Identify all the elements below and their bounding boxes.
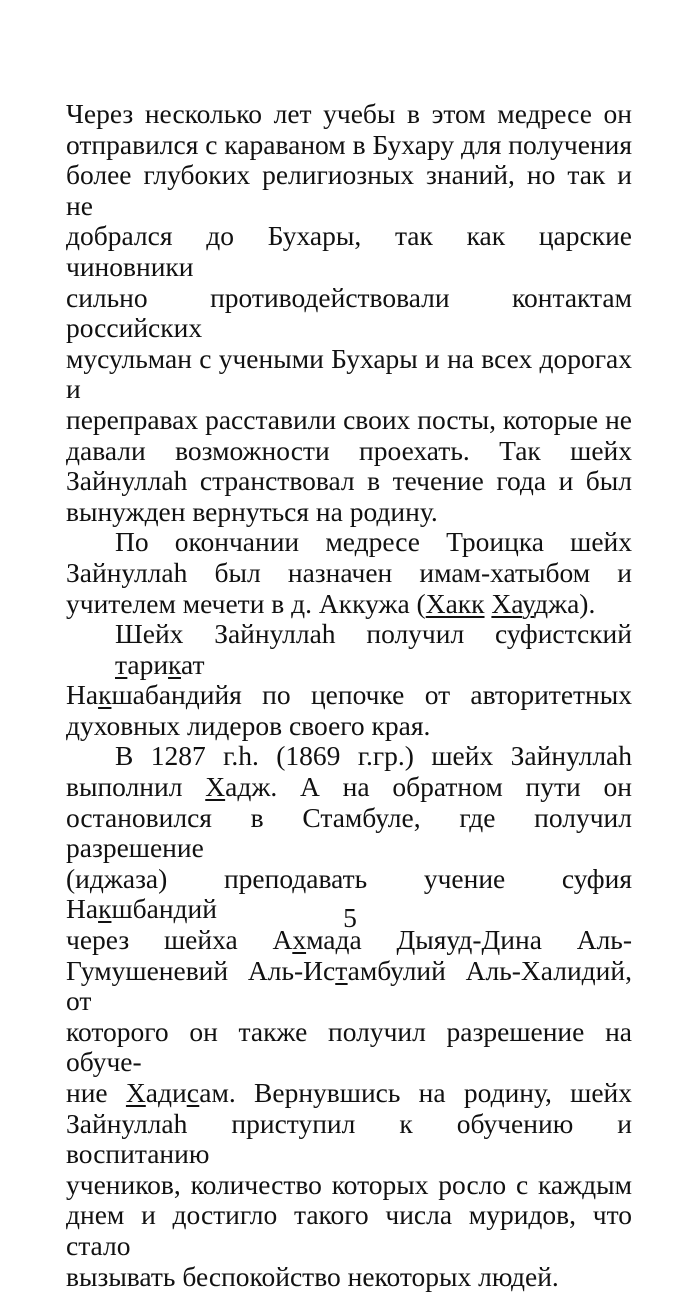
paragraph-1 <box>66 99 632 527</box>
text-line: В 1287 г.h. (1869 г.гр.) шейх Зайнуллаh <box>115 740 632 772</box>
paragraph-3 <box>66 619 632 741</box>
text-segment: адж. А на обратном пути он <box>225 771 632 803</box>
text-line <box>66 772 632 803</box>
text-segment: Гумушеневий Аль-Ис <box>66 954 336 986</box>
text-line: Через несколько лет учебы в этом медресе он <box>66 98 632 129</box>
text-segment: шбандий <box>111 893 217 925</box>
page-body <box>66 98 633 1292</box>
text-line: более глубоких религиозных знаний, но так и не <box>66 159 632 221</box>
paragraph-4 <box>66 741 632 1292</box>
underlined-term: Д <box>396 924 416 956</box>
text-segment: ади <box>145 1077 187 1108</box>
text-segment: шабандийя по цепочке от авторитетных <box>111 679 632 711</box>
text-line <box>66 680 632 711</box>
underlined-term: Х <box>125 1077 146 1108</box>
text-line: Зайнуллаh был назначен имам-хатыбом и <box>66 556 632 588</box>
text-segment: На <box>66 679 99 711</box>
text-line: днем и достигло такого числа муридов, что стало <box>66 1199 632 1261</box>
text-segment: учителем мечети в д. Аккужа ( <box>66 587 426 619</box>
underlined-term: х <box>292 924 307 956</box>
underlined-term: т <box>115 648 128 680</box>
text-line: Зайнуллаh странствовал в течение года и был <box>66 465 632 497</box>
text-line: давали возможности проехать. Так шейх <box>66 434 632 466</box>
underlined-term: т <box>335 954 348 986</box>
text-segment: амбулий Аль-Халидий, от <box>66 954 632 1017</box>
text-segment: (иджаза) преподавать учение суфия На <box>66 862 632 925</box>
underlined-term: с <box>186 1077 200 1108</box>
text-segment: ). <box>579 587 596 619</box>
paragraph-2 <box>66 527 632 619</box>
text-line: которого он также получил разрешение на обуче- <box>66 1015 632 1078</box>
text-line: Зайнуллаh приступил к обучению и воспитанию <box>66 1107 632 1170</box>
text-line: учеников, количество которых росло с каждым <box>66 1168 632 1200</box>
text-line: По окончании медресе Троицка шейх <box>115 526 632 558</box>
text-segment: выполнил <box>66 771 206 803</box>
underlined-term: к <box>98 893 112 925</box>
underlined-term: Х <box>205 771 226 803</box>
text-line: духовных лидеров своего края. <box>66 709 431 741</box>
page-number: 5 <box>343 902 357 933</box>
text-line: вынужден вернуться на родину. <box>66 495 438 527</box>
text-line: отправился с караваном в Бухару для получения <box>66 128 632 160</box>
underlined-term: у <box>522 587 535 619</box>
text-line: переправах расставили своих посты, которые не <box>66 403 632 435</box>
text-segment: через шейха А <box>66 924 293 956</box>
text-segment: ние <box>66 1077 126 1108</box>
text-line: остановился в Стамбуле, где получил разрешение <box>66 801 632 864</box>
text-segment: ат <box>181 648 205 680</box>
text-segment: джа <box>534 587 580 619</box>
text-line <box>66 619 632 680</box>
text-line: добрался до Бухары, так как царские чиновники <box>66 220 632 282</box>
underlined-term: к <box>168 648 181 680</box>
text-line: мусульман с учеными Бухары и на всех дорогах и <box>66 342 632 405</box>
underlined-term: Хакк <box>425 587 485 619</box>
text-line <box>66 589 632 620</box>
text-line: сильно противодействовали контактам российских <box>66 281 632 344</box>
text-line <box>66 1078 632 1109</box>
text-segment: мада <box>306 924 397 956</box>
text-segment: ари <box>127 648 169 680</box>
underlined-term: к <box>98 679 112 711</box>
text-line <box>66 956 632 1017</box>
text-segment: ыяуд-Дина Аль- <box>415 924 632 956</box>
underlined-term: Ха <box>491 587 523 619</box>
text-segment: Шейх Зайнуллаh получил суфистский <box>115 618 632 650</box>
text-segment: ам. Вернувшись на родину, шейх <box>199 1077 633 1108</box>
text-line: вызывать беспокойство некоторых людей. <box>66 1260 559 1292</box>
